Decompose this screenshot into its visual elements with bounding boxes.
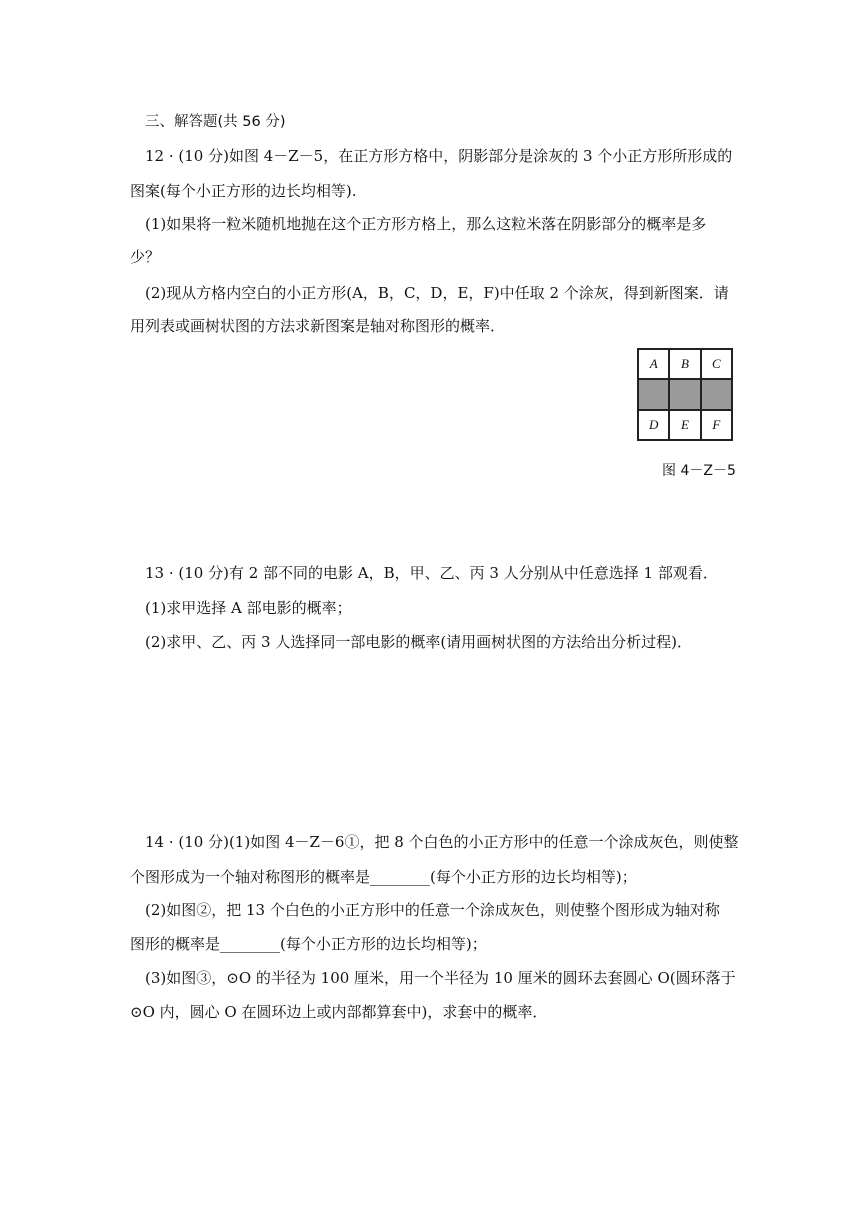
q14-part2-line2: 图形的概率是________(每个小正方形的边长均相等)； [130, 935, 487, 953]
q14-part2-line1: (2)如图②，把 13 个白色的小正方形中的任意一个涂成灰色，则使整个图形成为轴对称 [145, 901, 720, 919]
q12-stem-line1: 12 · (10 分)如图 4－Z－5，在正方形方格中，阴影部分是涂灰的 3 个小正方形所形成的 [145, 147, 733, 165]
figure-caption: 图 4－Z－5 [662, 463, 736, 479]
grid-cell-shaded [701, 379, 732, 409]
q13-stem: 13 · (10 分)有 2 部不同的电影 A，B，甲、乙、丙 3 人分别从中任意选择 1 部观看． [145, 564, 718, 582]
grid-cell-e: E [669, 410, 700, 440]
grid-cell-shaded [638, 379, 669, 409]
q14-part1-line2: 个图形成为一个轴对称图形的概率是________(每个小正方形的边长均相等)； [130, 868, 637, 886]
q12-stem-line2: 图案(每个小正方形的边长均相等). [130, 182, 357, 200]
q14-part3-line1: (3)如图③，⊙O 的半径为 100 厘米，用一个半径为 10 厘米的圆环去套圆心 O(圆环落于 [145, 969, 736, 987]
grid-cell-f: F [701, 410, 732, 440]
grid-cell-a: A [638, 349, 669, 379]
q14-part3-line2: ⊙O 内，圆心 O 在圆环边上或内部都算套中)，求套中的概率． [130, 1003, 548, 1021]
grid-cell-b: B [669, 349, 700, 379]
q13-part2: (2)求甲、乙、丙 3 人选择同一部电影的概率(请用画树状图的方法给出分析过程)． [145, 633, 693, 651]
grid-cell-d: D [638, 410, 669, 440]
q12-part2-line1: (2)现从方格内空白的小正方形(A，B，C，D，E，F)中任取 2 个涂灰，得到新图案．请 [145, 284, 729, 302]
q12-part2-line2: 用列表或画树状图的方法求新图案是轴对称图形的概率． [130, 317, 506, 335]
grid-cell-c: C [701, 349, 732, 379]
q13-part1: (1)求甲选择 A 部电影的概率； [145, 599, 352, 617]
figure-4-z-5-grid [637, 348, 733, 441]
q12-part1-line1: (1)如果将一粒米随机地抛在这个正方形方格上，那么这粒米落在阴影部分的概率是多 [145, 215, 707, 233]
section-title: 三、解答题(共 56 分) [145, 114, 286, 130]
q14-part1-line1: 14 · (10 分)(1)如图 4－Z－6①，把 8 个白色的小正方形中的任意一个涂成灰色，则使整 [145, 833, 739, 851]
grid-cell-shaded [669, 379, 700, 409]
q12-part1-line2: 少？ [130, 248, 161, 266]
